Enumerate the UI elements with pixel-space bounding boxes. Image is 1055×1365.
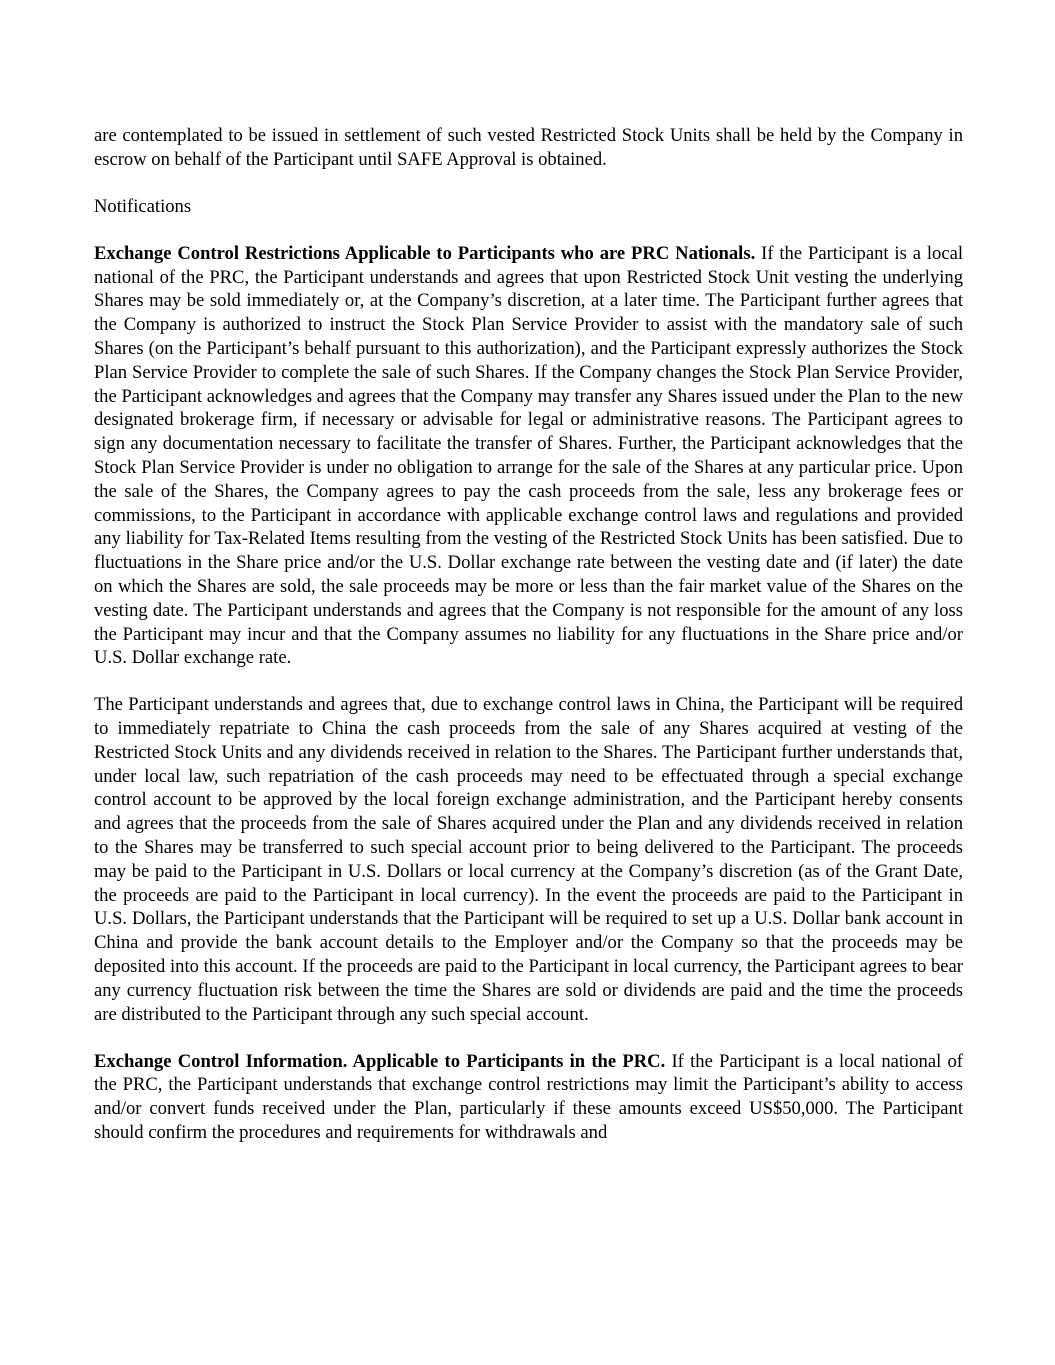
paragraph-exchange-control-restrictions xyxy=(94,242,963,670)
paragraph-escrow: are contemplated to be issued in settlement of such vested Restricted Stock Units shall be held by the Company in escrow on behalf of the Participant until SAFE Approval is obtained. xyxy=(94,125,963,170)
exchange-control-information-body: If the Participant is a local national of the PRC, the Participant understands that exchange control restrictions may limit the Participant’s ability to access and/or convert funds received under the Plan, particularly if these amounts exceed US$50,000. The Participant should confirm the procedures and requirements for withdrawals and xyxy=(94,1050,963,1144)
exchange-control-information-heading: Exchange Control Information. Applicable to Participants in the PRC. xyxy=(94,1050,666,1072)
notifications-heading: Notifications xyxy=(94,195,192,217)
document-page xyxy=(94,124,963,1168)
exchange-control-restrictions-heading: Exchange Control Restrictions Applicable to Participants who are PRC Nationals. xyxy=(94,242,756,264)
paragraph-repatriation: The Participant understands and agrees that, due to exchange control laws in China, the Participant will be required to immediately repatriate to China the cash proceeds from the sale of any Shares acquired at vesting of the Restricted Stock Units and any dividends received in relation to the Shares. The Participant further understands that, under local law, such repatriation of the cash proceeds may need to be effectuated through a special exchange control account to be approved by the local foreign exchange administration, and the Participant hereby consents and agrees that the proceeds from the sale of Shares acquired under the Plan and any dividends received in relation to the Shares may be transferred to such special account prior to being delivered to the Participant. The proceeds may be paid to the Participant in U.S. Dollars or local currency at the Company’s discretion (as of the Grant Date, the proceeds are paid to the Participant in local currency). In the event the proceeds are paid to the Participant in U.S. Dollars, the Participant understands that the Participant will be required to set up a U.S. Dollar bank account in China and provide the bank account details to the Employer and/or the Company so that the proceeds may be deposited into this account. If the proceeds are paid to the Participant in local currency, the Participant agrees to bear any currency fluctuation risk between the time the Shares are sold or dividends are paid and the time the proceeds are distributed to the Participant through any such special account. xyxy=(94,694,963,1025)
paragraph-exchange-control-information xyxy=(94,1050,963,1145)
exchange-control-restrictions-body: If the Participant is a local national of the PRC, the Participant understands and agrees that upon Restricted Stock Unit vesting the underlying Shares may be sold immediately or, at the Company’s discretion, at a later time. The Participant further agrees that the Company is authorized to instruct the Stock Plan Service Provider to assist with the mandatory sale of such Shares (on the Participant’s behalf pursuant to this authorization), and the Participant expressly authorizes the Stock Plan Service Provider to complete the sale of such Shares. If the Company changes the Stock Plan Service Provider, the Participant acknowledges and agrees that the Company may transfer any Shares issued under the Plan to the new designated brokerage firm, if necessary or advisable for legal or administrative reasons. The Participant agrees to sign any documentation necessary to facilitate the transfer of Shares. Further, the Participant acknowledges that the Stock Plan Service Provider is under no obligation to arrange for the sale of the Shares at any particular price. Upon the sale of the Shares, the Company agrees to pay the cash proceeds from the sale, less any brokerage fees or commissions, to the Participant in accordance with applicable exchange control laws and regulations and provided any liability for Tax-Related Items resulting from the vesting of the Restricted Stock Units has been satisfied. Due to fluctuations in the Share price and/or the U.S. Dollar exchange rate between the vesting date and (if later) the date on which the Shares are sold, the sale proceeds may be more or less than the fair market value of the Shares on the vesting date. The Participant understands and agrees that the Company is not responsible for the amount of any loss the Participant may incur and that the Company assumes no liability for any fluctuations in the Share price and/or U.S. Dollar exchange rate. xyxy=(94,242,963,669)
